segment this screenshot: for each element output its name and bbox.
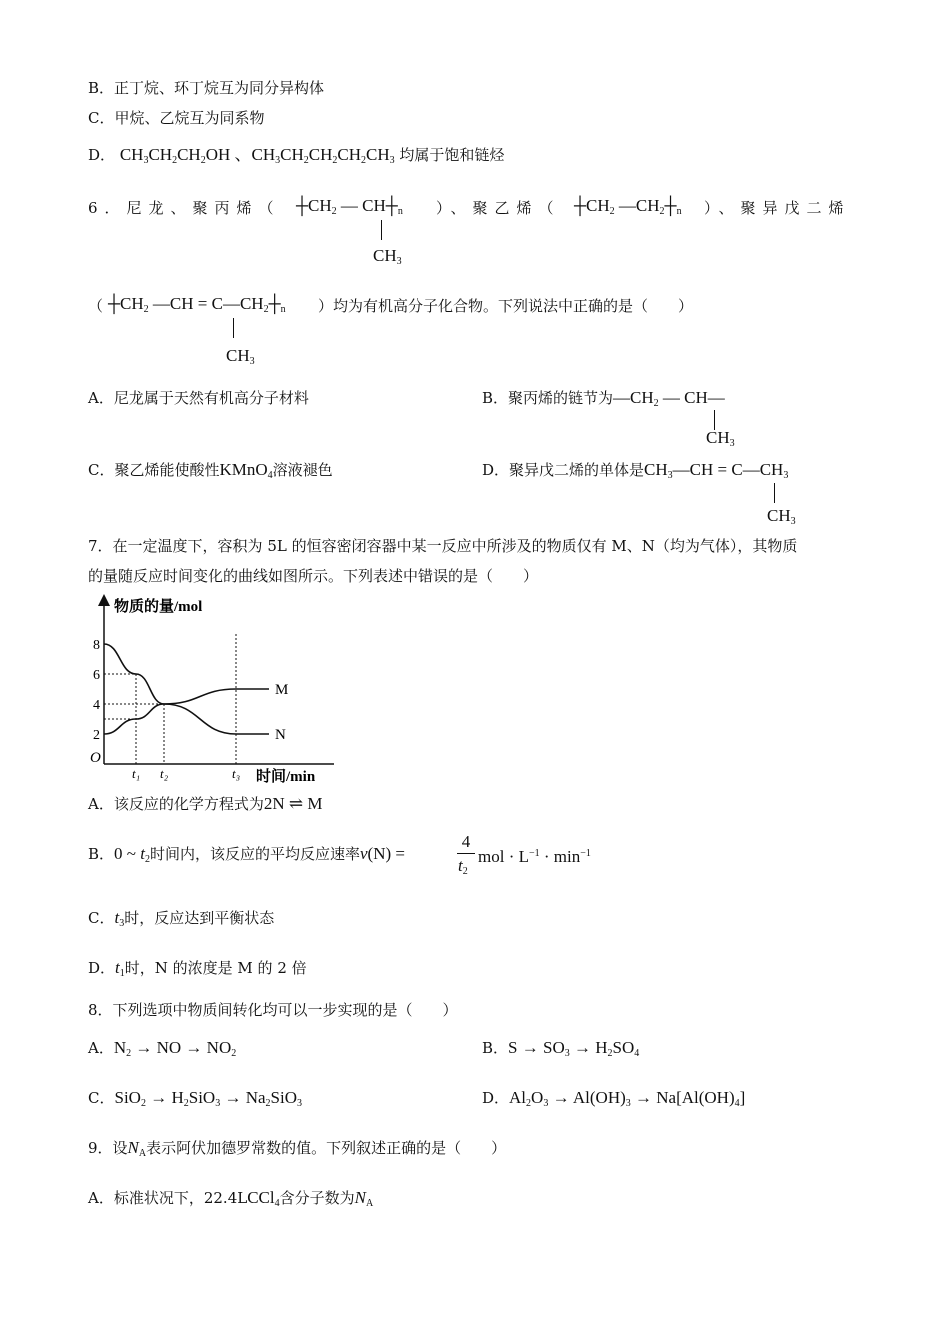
polypropylene-ch3: $CH_3$ (373, 246, 402, 267)
q7-option-d: D．$t_1$时，N 的浓度是 M 的 2 倍 (88, 958, 307, 979)
q8-option-d: D．$Al_2O_3 \to Al(OH)_3 \to Na[Al(OH)_4]$ (482, 1088, 746, 1109)
y-axis-label: 物质的量/mol (114, 599, 203, 615)
q7-stem-line1: 7．在一定温度下，容积为 5L 的恒容密闭容器中某一反应中所涉及的物质仅有 M、N（均为气体），其物质 (88, 537, 798, 555)
q6-option-d: D．聚异戊二烯的单体是$CH_3—CH$ = $C—CH_3$ (482, 460, 789, 481)
x-tick-label: t₁ (132, 766, 141, 781)
rate-unit: mol · $L^{-1} \cdot \min^{-1}$ (478, 847, 591, 866)
q5-option-d: D． $CH_3CH_2CH_2OH$ 、$CH_3CH_2CH_2CH_2CH_3$ 均属于饱和链烃 (88, 145, 505, 166)
x-tick-label: t₂ (160, 766, 169, 781)
polyethylene-formula: $┼CH_2$ $—CH_2┼_n$ (574, 196, 682, 217)
q7-option-b: B．0 ~ $t_2$时间内，该反应的平均反应速率v(N) = (88, 844, 405, 865)
q6-option-b: B．聚丙烯的链节为$—CH_2$ — CH— (482, 388, 725, 409)
series-M-line (104, 689, 269, 734)
series-M-label: M (275, 682, 289, 698)
q6-stem-d: ）均为有机高分子化合物。下列说法中正确的是（ ） (318, 297, 694, 315)
q7-option-a: A．该反应的化学方程式为2N ⇌ M (88, 794, 323, 813)
q6-stem-b: ）、聚乙烯（ (436, 199, 561, 217)
q8-option-b: B．$S \to SO_3 \to H_2SO_4$ (482, 1038, 640, 1059)
q7-stem-line2: 的量随反应时间变化的曲线如图所示。下列表述中错误的是（ ） (88, 567, 539, 585)
q8-option-c: C．$SiO_2 \to H_2SiO_3 \to Na_2SiO_3$ (88, 1088, 302, 1109)
q6-stem-c: ）、聚异戊二烯 (704, 199, 851, 217)
origin-label: O (90, 750, 101, 766)
q8-stem: 8．下列选项中物质间转化均可以一步实现的是（ ） (88, 1001, 458, 1019)
y-tick-label: 6 (93, 668, 100, 683)
q6-stem-a: 6．尼龙、聚丙烯（ (88, 199, 281, 217)
q9-stem: 9．设$N_A$表示阿伏加德罗常数的值。下列叙述正确的是（ ） (88, 1138, 507, 1159)
x-axis-label: 时间/min (256, 769, 316, 785)
polyisoprene-formula: $┼CH_2$ —CH = $C—CH_2┼_n$ (108, 294, 286, 315)
y-tick-label: 8 (93, 638, 100, 653)
amount-vs-time-chart (84, 594, 344, 790)
q8-option-a: A．$N_2$ → NO → $NO_2$ (88, 1038, 237, 1059)
q6-option-c: C．聚乙烯能使酸性KMnO$_4$溶液褪色 (88, 460, 333, 481)
series-N-label: N (275, 727, 286, 743)
q6-b-ch3: $CH_3$ (706, 428, 735, 449)
polyisoprene-paren: （ (88, 297, 104, 315)
x-tick-label: t₃ (232, 766, 241, 781)
q5-option-b: B．正丁烷、环丁烷互为同分异构体 (88, 79, 325, 97)
q6-option-a: A．尼龙属于天然有机高分子材料 (88, 389, 309, 407)
polyisoprene-ch3: $CH_3$ (226, 346, 255, 367)
q9-option-a: A．标准状况下，22.4LCCl$_4$含分子数为$N_A$ (88, 1188, 374, 1209)
q5-option-c: C．甲烷、乙烷互为同系物 (88, 109, 265, 127)
q6-d-ch3: $CH_3$ (767, 506, 796, 527)
q7-option-c: C．$t_3$时，反应达到平衡状态 (88, 908, 275, 929)
polypropylene-formula: $┼CH_2$ — $CH┼_n$ (296, 196, 403, 217)
y-tick-label: 4 (93, 698, 100, 713)
y-tick-label: 2 (93, 728, 100, 743)
